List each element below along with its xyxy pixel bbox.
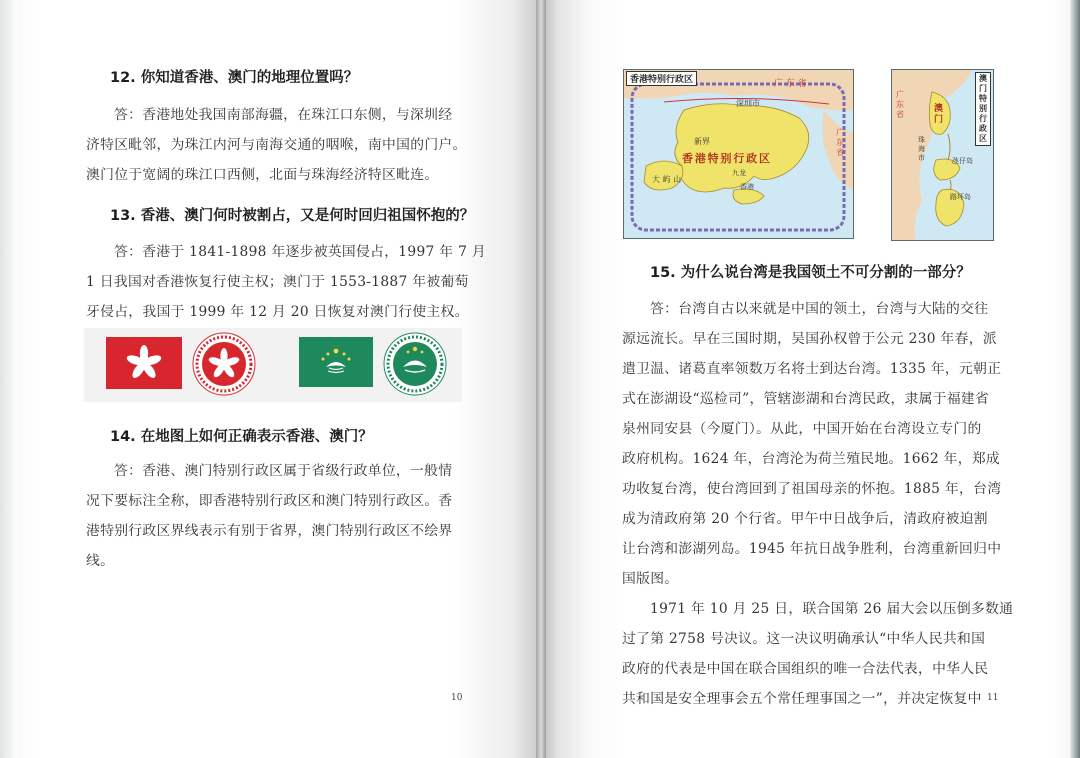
map-label-jiulong: 九龙 <box>732 169 746 177</box>
answer-15-line: 答：台湾自古以来就是中国的领土，台湾与大陆的交往 <box>650 301 989 317</box>
map-label-zhuhai: 珠海市 <box>918 136 925 162</box>
map-label-aomen: 澳门 <box>934 104 944 125</box>
macau-flag <box>299 337 373 387</box>
question-13-title: 13. 香港、澳门何时被割占，又是何时回归祖国怀抱的？ <box>110 208 475 224</box>
map-label-shenzhen: 深圳市 <box>736 99 760 108</box>
answer-15-line: 遣卫温、诸葛直率领数万名将士到达台湾。1335 年，元朝正 <box>622 361 1002 377</box>
hong-kong-emblem <box>192 332 256 396</box>
hong-kong-map <box>623 69 854 239</box>
answer-15-line: 共和国是安全理事会五个常任理事国之一”，并决定恢复中 <box>622 691 982 707</box>
answer-15-line: 政府的代表是中国在联合国组织的唯一合法代表，中华人民 <box>622 661 989 677</box>
right-edge <box>1070 0 1080 758</box>
answer-12-line: 澳门位于宽阔的珠江口西侧，北面与珠海经济特区毗连。 <box>86 167 439 183</box>
map-label-guangdong: 广东省 <box>896 90 904 119</box>
map-label-guangdong: 广 东 省 <box>774 79 807 89</box>
answer-15-line: 让台湾和澎湖列岛。1945 年抗日战争胜利，台湾重新回归中 <box>622 541 1002 557</box>
answer-15-line: 政府机构。1624 年，台湾沦为荷兰殖民地。1662 年，郑成 <box>622 451 1001 467</box>
answer-14 <box>86 456 462 576</box>
map-label-dayushan: 大 屿 山 <box>652 175 682 184</box>
hong-kong-map-title: 香港特别行政区 <box>626 71 697 86</box>
answer-15-line: 功收复台湾，使台湾回到了祖国母亲的怀抱。1885 年，台湾 <box>622 481 1002 497</box>
answer-13-line: 牙侵占，我国于 1999 年 12 月 20 日恢复对澳门行使主权。 <box>86 304 469 320</box>
answer-15-line: 1971 年 10 月 25 日，联合国第 26 届大会以压倒多数通 <box>650 601 1014 617</box>
macau-emblem <box>383 332 447 396</box>
answer-15-line: 泉州同安县（今厦门）。从此，中国开始在台湾设立专门的 <box>622 421 982 437</box>
answer-13 <box>86 237 486 327</box>
map-label-luhuan: 路环岛 <box>950 193 971 201</box>
answer-14-line: 况下要标注全称，即香港特别行政区和澳门特别行政区。香 <box>86 493 453 509</box>
answer-12-line: 答：香港地处我国南部海疆，在珠江口东侧，与深圳经 <box>114 107 453 123</box>
map-label-xianggang: 香港 <box>740 183 754 191</box>
map-label-xinjie: 新界 <box>694 137 710 146</box>
book-gutter <box>536 0 546 758</box>
map-label-region: 香 港 特 别 行 政 区 <box>682 152 769 165</box>
answer-12 <box>86 100 467 190</box>
map-label-dangzai: 氹仔岛 <box>952 157 973 165</box>
answer-15-line: 成为清政府第 20 个行省。甲午中日战争后，清政府被迫割 <box>622 511 988 527</box>
answer-15-line: 式在澎湖设“巡检司”，管辖澎湖和台湾民政，隶属于福建省 <box>622 391 990 407</box>
question-12-title: 12. 你知道香港、澳门的地理位置吗？ <box>110 70 359 86</box>
answer-15-line: 源远流长。早在三国时期，吴国孙权曾于公元 230 年春，派 <box>622 331 997 347</box>
left-edge <box>0 0 18 758</box>
flags-strip <box>84 328 462 402</box>
macau-map-title: 澳门特别行政区 <box>975 72 991 146</box>
answer-14-line: 港特别行政区界线表示有别于省界，澳门特别行政区不绘界 <box>86 523 453 539</box>
answer-15 <box>622 294 1014 714</box>
hong-kong-flag <box>106 337 182 389</box>
question-15-title: 15. 为什么说台湾是我国领土不可分割的一部分？ <box>650 265 971 281</box>
answer-14-line: 线。 <box>86 553 115 569</box>
answer-14-line: 答：香港、澳门特别行政区属于省级行政单位，一般情 <box>114 463 453 479</box>
answer-13-line: 1 日我国对香港恢复行使主权；澳门于 1553-1887 年被葡萄 <box>86 274 469 290</box>
page-number-right: 11 <box>987 693 999 703</box>
question-14-title: 14. 在地图上如何正确表示香港、澳门？ <box>110 429 373 445</box>
page-number-left: 10 <box>451 693 463 703</box>
map-label-guangdong-side: 广东省 <box>836 128 844 157</box>
answer-15-line: 国版图。 <box>622 571 679 587</box>
answer-13-line: 答：香港于 1841-1898 年逐步被英国侵占，1997 年 7 月 <box>114 244 486 260</box>
answer-15-line: 过了第 2758 号决议。这一决议明确承认“中华人民共和国 <box>622 631 986 647</box>
answer-12-line: 济特区毗邻，为珠江内河与南海交通的咽喉，南中国的门户。 <box>86 137 467 153</box>
macau-map <box>891 69 994 241</box>
